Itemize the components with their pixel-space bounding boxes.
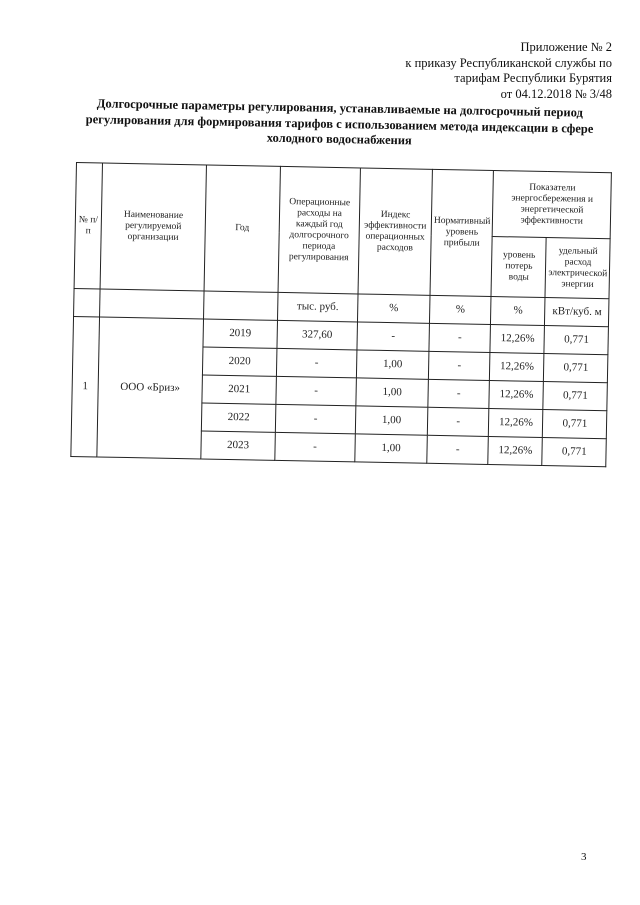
cell-index: 1,00: [356, 350, 429, 379]
cell-year: 2020: [202, 347, 277, 376]
page-number: 3: [581, 851, 587, 863]
cell-profit: -: [427, 407, 489, 436]
units-org-cell: [100, 289, 205, 319]
header-water-loss: уровень потерь воды: [491, 237, 546, 298]
cell-index: 1,00: [355, 406, 428, 435]
cell-index: -: [357, 322, 430, 351]
cell-water-loss: 12,26%: [489, 380, 544, 409]
appendix-header: [405, 40, 612, 102]
cell-index: 1,00: [356, 378, 429, 407]
appendix-line-1: Приложение № 2: [520, 40, 612, 54]
document-title: Долгосрочные параметры регулирования, устанавливаемые на долгосрочный период регулирования для формирования тарифов с использованием метода индексации в сфере холодного водоснабжения: [85, 96, 594, 148]
header-power-usage: удельный расход электрической энергии: [545, 238, 610, 299]
cell-water-loss: 12,26%: [490, 324, 545, 353]
cell-power-usage: 0,771: [543, 410, 607, 439]
cell-year: 2022: [201, 403, 276, 432]
units-num-cell: [74, 288, 101, 316]
cell-profit: -: [428, 351, 490, 380]
header-org: Наименование регулируемой организации: [100, 163, 206, 291]
cell-power-usage: 0,771: [543, 382, 607, 411]
cell-profit: -: [427, 435, 489, 464]
org-name: ООО «Бриз»: [97, 317, 204, 459]
header-year: Год: [204, 165, 280, 292]
cell-water-loss: 12,26%: [490, 352, 545, 381]
cell-year: 2023: [201, 431, 276, 460]
header-energy: Показатели энергосбережения и энергетической эффективности: [493, 171, 612, 239]
header-num: № п/п: [74, 163, 102, 289]
cell-opex: -: [276, 348, 357, 378]
appendix-line-2: к приказу Республиканской службы по: [405, 55, 612, 70]
cell-index: 1,00: [355, 434, 428, 463]
unit-power-usage: кВт/куб. м: [545, 298, 609, 327]
cell-power-usage: 0,771: [544, 354, 608, 383]
cell-opex: -: [275, 432, 356, 462]
cell-opex: 327,60: [277, 320, 358, 350]
header-profit: Нормативный уровень прибыли: [430, 169, 494, 296]
org-number: 1: [71, 316, 100, 456]
cell-year: 2019: [203, 319, 278, 348]
unit-opex: тыс. руб.: [277, 292, 358, 322]
cell-opex: -: [276, 376, 357, 406]
units-year-cell: [204, 291, 279, 320]
cell-opex: -: [275, 404, 356, 434]
unit-index: %: [357, 294, 430, 323]
unit-profit: %: [429, 295, 491, 324]
parameters-table: [70, 162, 612, 467]
appendix-line-4: от 04.12.2018 № 3/48: [500, 86, 612, 101]
cell-profit: -: [428, 379, 490, 408]
cell-power-usage: 0,771: [542, 438, 606, 467]
cell-water-loss: 12,26%: [489, 408, 544, 437]
cell-water-loss: 12,26%: [488, 436, 543, 465]
parameters-table-wrapper: [70, 162, 612, 467]
cell-year: 2021: [202, 375, 277, 404]
header-opex: Операционные расходы на каждый год долгосрочного периода регулирования: [278, 166, 360, 294]
unit-water-loss: %: [491, 296, 546, 325]
cell-power-usage: 0,771: [544, 326, 608, 355]
cell-profit: -: [429, 323, 491, 352]
header-index: Индекс эффективности операционных расходов: [358, 168, 432, 295]
appendix-line-3: тарифам Республики Бурятия: [454, 71, 612, 85]
